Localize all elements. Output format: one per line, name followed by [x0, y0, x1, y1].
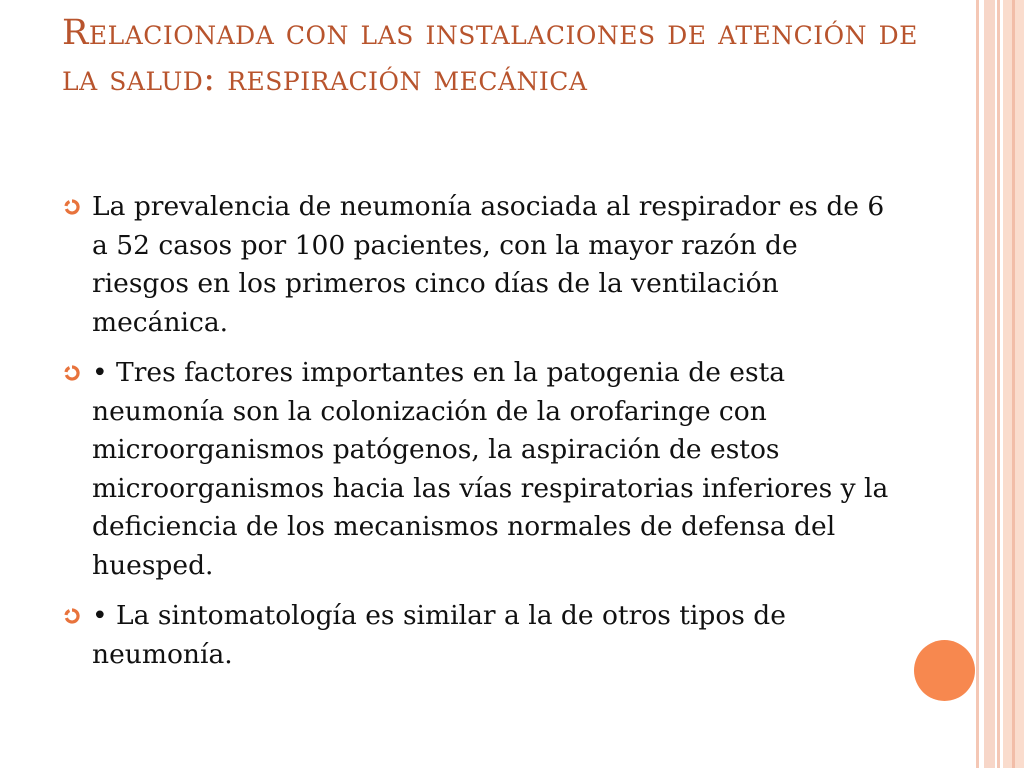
decorative-stripe: [976, 0, 979, 768]
bullet-item: [60, 597, 900, 674]
slide-title: Relacionada con las instalaciones de atención de la salud: respiración mecánica: [62, 13, 918, 99]
decorative-stripe: [984, 0, 995, 768]
bullet-item: [60, 354, 900, 585]
bullet-text: La prevalencia de neumonía asociada al respirador es de 6 a 52 casos por 100 pacientes, con la mayor razón de riesgos en los primeros cinco días de la ventilación mecánica.: [92, 191, 885, 338]
ring-bullet-icon: [64, 199, 80, 215]
decorative-stripe: [997, 0, 1000, 768]
decorative-circle: [914, 640, 975, 701]
bullet-item: [60, 188, 900, 342]
decorative-stripe: [1012, 0, 1015, 768]
ring-bullet-icon: [64, 608, 80, 624]
bullet-list: [60, 188, 900, 686]
bullet-text: • La sintomatología es similar a la de otros tipos de neumonía.: [92, 600, 786, 670]
ring-bullet-icon: [64, 365, 80, 381]
bullet-text: • Tres factores importantes en la patogenia de esta neumonía son la colonización de la orofaringe con microorganismos patógenos, la aspiración de estos microorganismos hacia las vías respiratorias inferiores y la deficiencia de los mecanismos normales de defensa del huesped.: [92, 357, 889, 581]
